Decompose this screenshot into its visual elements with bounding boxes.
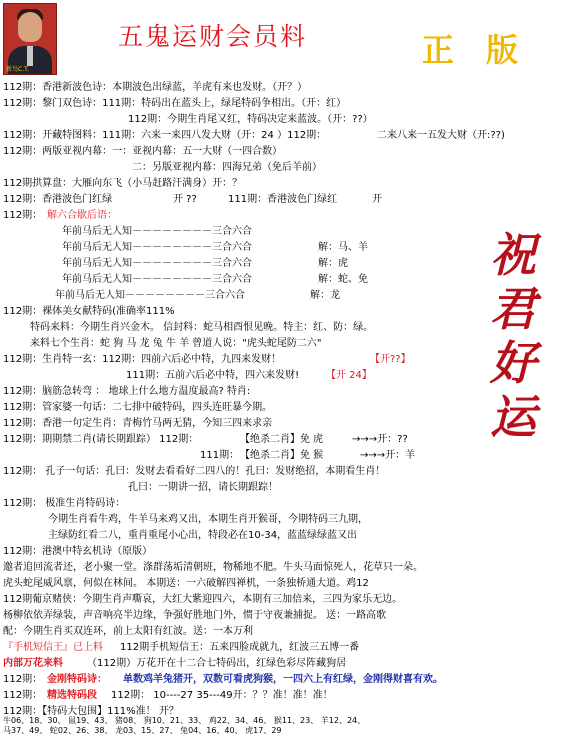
portrait-face bbox=[18, 12, 42, 42]
deco-char-1: 正 bbox=[422, 31, 455, 69]
line-sms-king-badge: 『手机短信王』已上料 bbox=[3, 642, 103, 653]
line-accurate-poem-1: 今期生肖看牛鸡，牛羊马来鸡又出，本期生肖开猴哥，今期特码三九期， bbox=[48, 514, 368, 525]
blessing-banner bbox=[468, 228, 558, 444]
line-riddle-label: 112期： bbox=[3, 210, 43, 221]
line-zodiac-special-111-open: 【开 24】 bbox=[326, 370, 372, 381]
line-treasure-map: 112期：开藏特图料：111期：六来一来四八发大财（开：24 ）112期： bbox=[3, 130, 327, 141]
line-diamond-poem: 单数鸡羊兔猪开，双数可看虎狗猴，一四六上有红绿，金刚得财喜有欢。 bbox=[123, 674, 443, 685]
blessing-char-3: 好 bbox=[490, 336, 536, 390]
line-tail-red: 112期：今期生肖尾又红，特码决定来蓝波。（开：??） bbox=[128, 114, 373, 125]
blessing-char-2: 君 bbox=[490, 282, 536, 336]
line-hk-one-sentence: 112期：香港一句定生肖：青梅竹马两无猜，今知三四来求亲 bbox=[3, 418, 273, 429]
line-zodiac-special-112-open: 【开??】 bbox=[370, 354, 411, 365]
line-abacus: 112期拱算盘：大雁向东飞（小马赶路汗满身）开：？ bbox=[3, 178, 243, 189]
portrait-caption: 新鸟C.T. bbox=[6, 66, 29, 73]
riddle-row-3: 年前马后无人知－－－－－－－－三合六合 bbox=[62, 258, 252, 269]
line-nude-beauty: 112期：裸体美女献特码(准确率111% bbox=[3, 306, 175, 317]
line-seven-zodiac: 来料七个生肖：蛇 狗 马 龙 兔 牛 羊 曾道人说："虎头蛇尾防二六" bbox=[30, 338, 322, 349]
riddle-answer-4: 解：蛇、免 bbox=[318, 274, 368, 285]
line-surround-title: 112期：【特码大包围】111%准！ 开？ bbox=[3, 706, 179, 717]
line-macau-color-poem: 112期：黎门双色诗：111期：特码出在蓝头上，绿尾特码争相出。（开：红） bbox=[3, 98, 347, 109]
portrait-photo bbox=[3, 3, 57, 75]
line-accurate-poem-2: 主绿防红看二八，重肖重尾小心出，特段必在10-34，蓝蓝绿绿蓝又出 bbox=[48, 530, 358, 541]
line-flower-badge: 内部万花来料 bbox=[3, 658, 63, 669]
line-mystery-poem-title: 112期：港澳中特玄机诗（原版） bbox=[3, 546, 153, 557]
line-atv-inside-1: 112期：两版亚视内幕：一：亚视内幕：五一大财（一四合数） bbox=[3, 146, 283, 157]
line-surround-numbers-2: 马37、49、 蛇02、26、38、 龙03、15、27、 兔04、16、40、 虎17、29 bbox=[3, 726, 282, 735]
line-segment-values: 112期： 10----27 35---49开：？？准！准！准！ bbox=[111, 690, 333, 701]
blessing-char-1: 祝 bbox=[490, 228, 536, 282]
line-atv-inside-2: 二：另版亚视内幕：四海兄弟（免后羊前） bbox=[132, 162, 322, 173]
line-mystery-poem-1: 邀者追回流者还，老小聚一堂。涤群荡垢清朝班，物稀地不肥。牛头马面惊死人，花草只一朵。 bbox=[3, 562, 423, 573]
line-confucius: 112期： 孔子一句话：孔曰：发财去看看好二四八的！孔曰：发财绝招，本期看生肖！ bbox=[3, 466, 386, 477]
riddle-row-4: 年前马后无人知－－－－－－－－三合六合 bbox=[62, 274, 252, 285]
line-ban-two-111-open: →→→开：羊 bbox=[360, 450, 416, 461]
line-ban-two-112-open: →→→开：?? bbox=[352, 434, 408, 445]
line-riddle-title: 解六合歇后语： bbox=[47, 210, 117, 221]
portrait-tie bbox=[27, 46, 33, 66]
line-hk-color-door-111-open: 开 bbox=[372, 194, 382, 205]
deco-banner bbox=[418, 30, 567, 70]
page-title: 五鬼运财会员料 bbox=[118, 22, 308, 51]
line-ban-two-112-pick: 【绝杀二肖】免 虎 bbox=[240, 434, 324, 445]
line-zodiac-special-112: 112期：生肖特一玄：112期：四前六后必中特，九四来发财！ bbox=[3, 354, 282, 365]
riddle-answer-5: 解：龙 bbox=[310, 290, 340, 301]
riddle-answer-3: 解：虎 bbox=[318, 258, 348, 269]
line-hk-color-door-111: 111期：香港波色门绿红 bbox=[228, 194, 338, 205]
line-material: 特码来料：今期生肖兴金木。 信封料：蛇马相酉恨见晚。特主：红、防：绿。 bbox=[30, 322, 374, 333]
line-confucius-2: 孔曰：一期讲一招，请长期跟踪！ bbox=[128, 482, 278, 493]
riddle-row-5: 年前马后无人知－－－－－－－－三合六合 bbox=[55, 290, 245, 301]
riddle-row-2: 年前马后无人知－－－－－－－－三合六合 bbox=[62, 242, 252, 253]
line-flower: （112期）万花开在十二合七特码出，红绿色彩尽阵藏狗居 bbox=[87, 658, 347, 669]
line-housekeeper: 112期：管家婆一句话：二七排中破特码，四头连旺暴今期。 bbox=[3, 402, 273, 413]
line-ban-two-111: 111期： bbox=[200, 450, 240, 461]
line-segment-title: 精选特码段 bbox=[47, 690, 97, 701]
riddle-row-1: 年前马后无人知－－－－－－－－三合六合 bbox=[62, 226, 252, 237]
line-brain-teaser: 112期：脑筋急转弯 ： 地球上什么地方温度最高? 特肖: bbox=[3, 386, 251, 397]
line-ban-two-112: 112期：期期禁二肖(请长期跟踪） 112期： bbox=[3, 434, 199, 445]
line-hk-color-door-112: 112期：香港波色门红绿 bbox=[3, 194, 113, 205]
riddle-answer-2: 解：马、羊 bbox=[318, 242, 368, 253]
line-treasure-map-2: 二来八来一五发大财（开:??) bbox=[377, 130, 505, 141]
line-diamond-title: 金刚特码诗： bbox=[47, 674, 107, 685]
line-hk-color-door-112-open: 开 ?? bbox=[173, 194, 197, 205]
line-gambler-3: 配：今期生肖买双连环，前上太阳有红波。送：一本万利 bbox=[3, 626, 253, 637]
blessing-char-4: 运 bbox=[490, 390, 536, 444]
deco-char-2: 版 bbox=[486, 31, 519, 69]
line-accurate-poem-title: 112期： 极准生肖特码诗： bbox=[3, 498, 126, 509]
line-gambler-1: 112期葡京赌侠：今期生肖声嘶哀，大红大紫迎四六，本期有三加倍来，三四为家乐无边。 bbox=[3, 594, 403, 605]
line-ban-two-111-pick: 【绝杀二肖】免 猴 bbox=[240, 450, 324, 461]
line-segment-label: 112期： bbox=[3, 690, 43, 701]
line-gambler-2: 杨柳依依弄绿装，声音响亮半边缘，争强好胜地门外，惯于守夜兼捕捉。 送：一路高歌 bbox=[3, 610, 387, 621]
line-hk-color-poem: 112期：香港新波色诗：本期波色出绿蓝，羊虎有来也发财。（开？） bbox=[3, 82, 308, 93]
line-mystery-poem-2: 虎头蛇尾威风禀，何似在林间。 本期送：一六破解四禅机，一条独桥通大道。鸡12 bbox=[3, 578, 369, 589]
line-sms-king: 112期手机短信王：五来四脸成就九，红波三五博一番 bbox=[120, 642, 360, 653]
line-surround-numbers-1: 牛06、18、30、 鼠19、43、 猪08、 狗10、21、33、 鸡22、34、46、 猴11、23、 羊12、24、 bbox=[3, 716, 366, 725]
line-zodiac-special-111: 111期：五前六后必中特，四六来发财! bbox=[126, 370, 300, 381]
line-diamond-label: 112期： bbox=[3, 674, 43, 685]
